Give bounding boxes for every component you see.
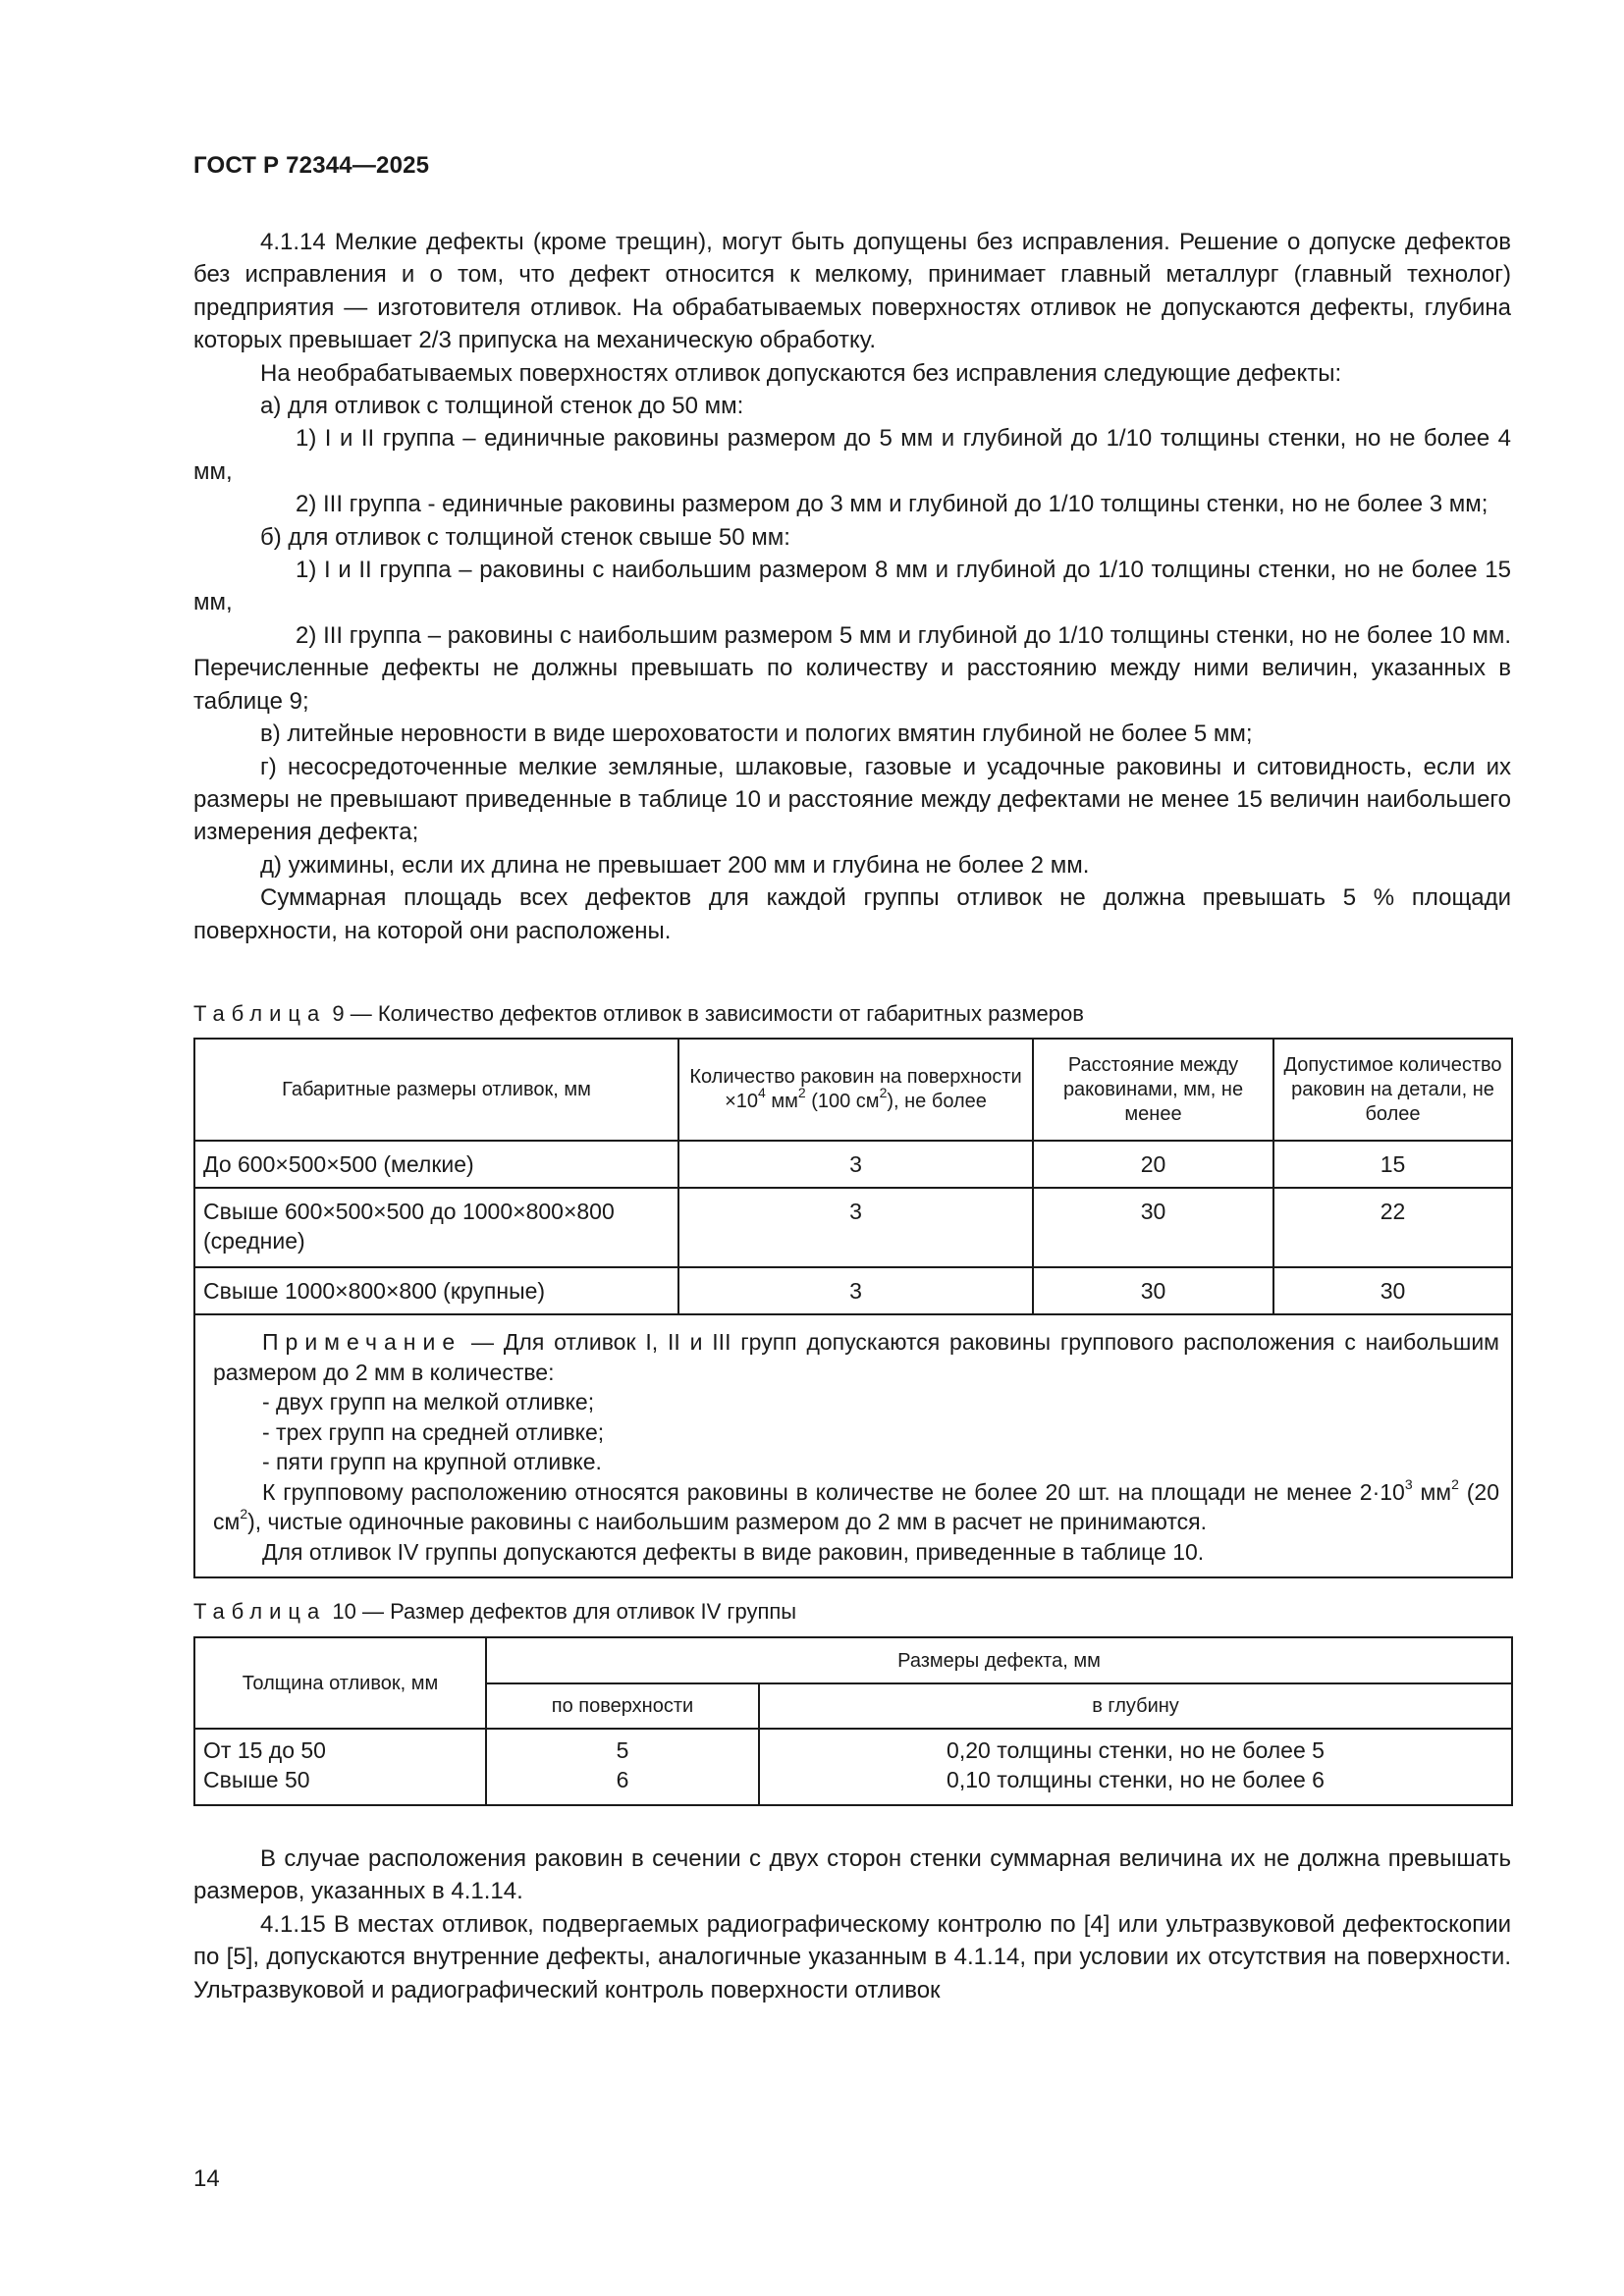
note-label: Примечание [262,1329,462,1355]
cell-count: 3 [678,1141,1033,1188]
table10 [193,1636,1513,1806]
paragraph: Суммарная площадь всех дефектов для каждой группы отливок не должна превышать 5 % площади поверхности, на которой они расположены. [193,884,1511,944]
caption-label: Таблица [193,1599,327,1624]
list-item: в) литейные неровности в виде шероховатости и пологих вмятин глубиной не более 5 мм; [260,721,1253,748]
paragraph: 4.1.15 В местах отливок, подвергаемых радиографическому контролю по [4] или ультразвуковой дефектоскопии по [5], допускаются внутренние дефекты, аналогичные указанным в 4.1.14, при условии их отсутствия на поверхности. Ультразвуковой и радиографический контроль поверхности отливок [193,1910,1511,2003]
document-header: ГОСТ Р 72344—2025 [193,152,430,179]
table-header-row [194,1039,1512,1141]
cell-depth: 0,20 толщины стенки, но не более 5 0,10 толщины стенки, но не более 6 [759,1729,1512,1805]
header-cell: Габаритные размеры отливок, мм [194,1039,678,1141]
cell-allowed: 15 [1273,1141,1512,1188]
list-item: 2) III группа – раковины с наибольшим размером 5 мм и глубиной до 1/10 толщины стенки, но не более 10 мм. Перечисленные дефекты не должны превышать по количеству и расстоянию между ними величин, указанных в таблице 9; [193,621,1511,715]
header-cell: в глубину [759,1683,1512,1729]
header-cell: по поверхности [486,1683,759,1729]
cell-size: Свыше 600×500×500 до 1000×800×800 (средние) [194,1188,678,1267]
cell-thickness: От 15 до 50 Свыше 50 [194,1729,486,1805]
list-item: 2) III группа - единичные раковины размером до 3 мм и глубиной до 1/10 толщины стенки, но не более 3 мм; [296,491,1489,518]
table-note: Примечание — Для отливок I, II и III групп допускаются раковины группового расположения с наибольшим размером до 2 мм в количестве: - двух групп на мелкой отливке; - трех групп на средней отливке; - пяти групп на крупной отливке. К групповому расположению относятся раковины в количестве не более 20 шт. на площади не менее $2\cdot 10^3$ $мм^2$ (20 $см^2$), чистые одиночные раковины с наибольшим размером до 2 мм в расчет не принимаются. Для отливок IV группы допускаются дефекты в виде раковин, приведенные в таблице 10. [194,1314,1512,1577]
cell-count: 3 [678,1188,1033,1267]
paragraph: На необрабатываемых поверхностях отливок допускаются без исправления следующие дефекты: [260,359,1342,387]
cell-allowed: 22 [1273,1188,1512,1267]
list-item: 1) I и II группа – раковины с наибольшим размером 8 мм и глубиной до 1/10 толщины стенки, но не более 15 мм, [193,557,1511,616]
outro-section [193,1842,1511,2006]
table9-caption [193,1000,1084,1028]
list-item: 1) I и II группа – единичные раковины размером до 5 мм и глубиной до 1/10 толщины стенки, но не более 4 мм, [193,425,1511,485]
page-number: 14 [193,2165,220,2192]
header-cell: Расстояние между раковинами, мм, не менее [1033,1039,1273,1141]
paragraph: 4.1.14 Мелкие дефекты (кроме трещин), могут быть допущены без исправления. Решение о допуске дефектов без исправления и о том, что дефект относится к мелкому, принимает главный металлург (главный технолог) предприятия — изготовителя отливок. На обрабатываемых поверхностях отливок не допускаются дефекты, глубина которых превышает 2/3 припуска на механическую обработку. [193,229,1511,354]
header-cell: Количество раковин на поверхности $\times 10^4$ $мм^2$ (100 $см^2$), не более [678,1039,1033,1141]
list-item: б) для отливок с толщиной стенок свыше 50 мм: [260,523,790,551]
paragraph: В случае расположения раковин в сечении с двух сторон стенки суммарная величина их не должна превышать размеров, указанных в 4.1.14. [193,1845,1511,1905]
caption-text: 9 — Количество дефектов отливок в зависимости от габаритных размеров [326,1001,1084,1026]
cell-size: Свыше 1000×800×800 (крупные) [194,1267,678,1314]
caption-label: Таблица [193,1001,327,1026]
table-row [194,1141,1512,1188]
intro-section [193,226,1511,947]
list-item: д) ужимины, если их длина не превышает 200 мм и глубина не более 2 мм. [260,851,1090,879]
header-cell: Толщина отливок, мм [194,1637,486,1729]
cell-count: 3 [678,1267,1033,1314]
list-item: г) несосредоточенные мелкие земляные, шлаковые, газовые и усадочные раковины и ситовидность, если их размеры не превышают приведенные в таблице 10 и расстояние между дефектами не менее 15 величин наибольшего измерения дефекта; [193,753,1511,846]
caption-text: 10 — Размер дефектов для отливок IV группы [326,1599,797,1624]
list-item: а) для отливок с толщиной стенок до 50 мм: [260,393,744,420]
table10-caption [193,1598,796,1626]
cell-surface: 5 6 [486,1729,759,1805]
table-note-row [194,1314,1512,1577]
cell-allowed: 30 [1273,1267,1512,1314]
cell-distance: 30 [1033,1267,1273,1314]
table9 [193,1038,1513,1578]
table-row [194,1188,1512,1267]
cell-distance: 30 [1033,1188,1273,1267]
header-cell: Размеры дефекта, мм [486,1637,1512,1683]
cell-size: До 600×500×500 (мелкие) [194,1141,678,1188]
table-row [194,1267,1512,1314]
table-row [194,1729,1512,1805]
header-cell: Допустимое количество раковин на детали, не более [1273,1039,1512,1141]
cell-distance: 20 [1033,1141,1273,1188]
table-header-row [194,1637,1512,1683]
